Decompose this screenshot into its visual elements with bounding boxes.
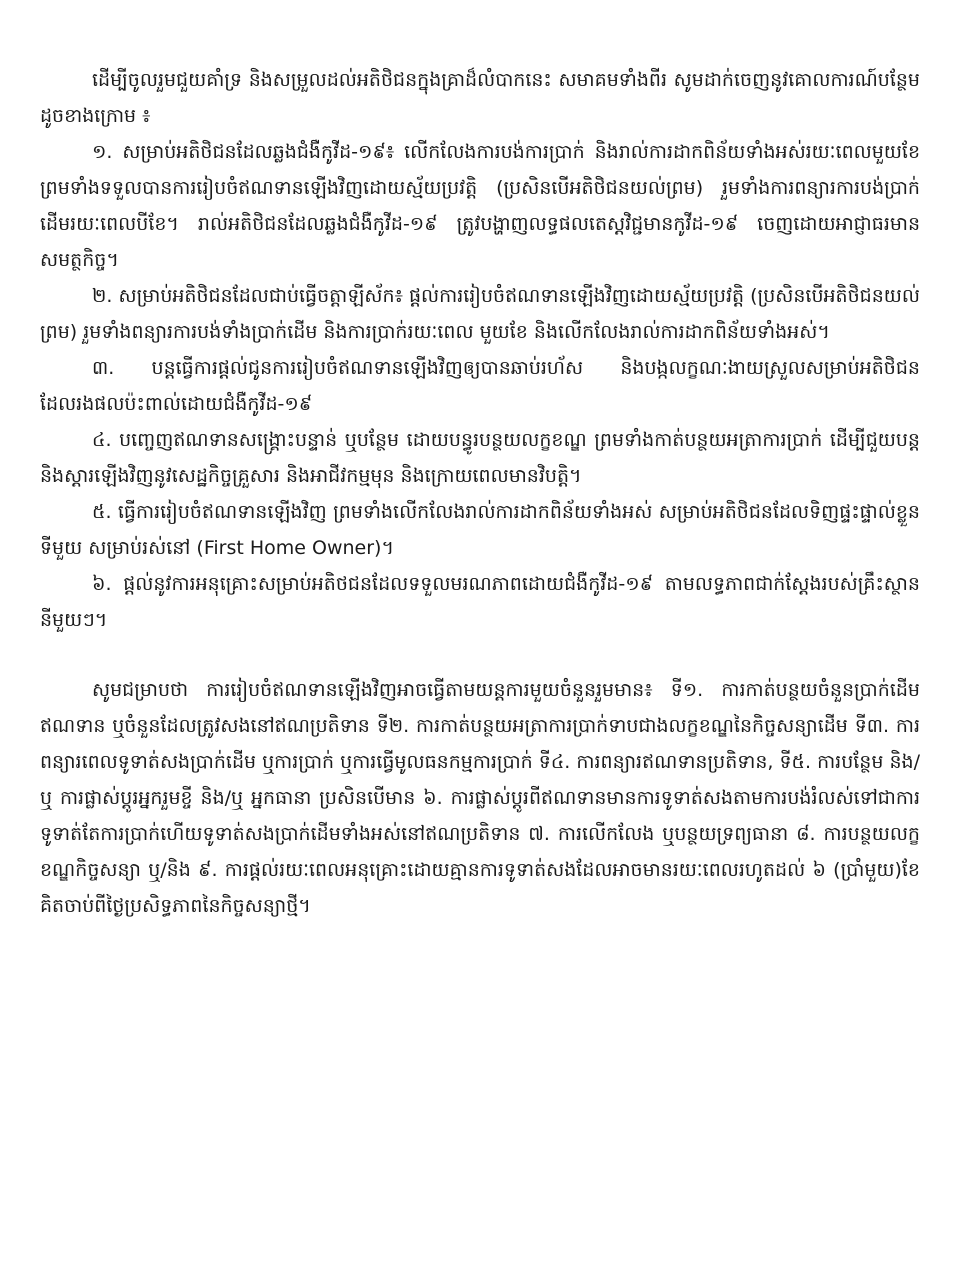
policy-item-6: ៦. ផ្តល់នូវការអនុគ្រោះសម្រាប់អតិថជនដែលទទួលមរណភាពដោយជំងឺកូវីដ-១៩ តាមលទ្ធភាពជាក់ស្តែងរបស់គ្រឹះស្ថាននីមួយៗ។ xyxy=(40,573,920,631)
document-body xyxy=(40,62,920,924)
paragraph-spacer xyxy=(40,638,920,672)
policy-item-3: ៣. បន្តធ្វើការផ្តល់ជូនការរៀបចំឥណទានឡើងវិញឲ្យបានឆាប់រហ័ស និងបង្កលក្ខណៈងាយស្រួលសម្រាប់អតិថិជនដែលរងផលប៉ះពាល់ដោយជំងឺកូវីដ-១៩ xyxy=(40,357,920,415)
policy-item-1: ១. សម្រាប់អតិថិជនដែលឆ្លងជំងឺកូវីដ-១៩៖ លើកលែងការបង់ការប្រាក់ និងរាល់ការដាកពិន័យទាំងអស់រយៈពេលមួយខែ ព្រមទាំងទទួលបានការរៀបចំឥណទានឡើងវិញដោយស្ម័យប្រវត្តិ (ប្រសិនបើអតិថិជនយល់ព្រម) រួមទាំងការពន្យារការបង់ប្រាក់ដើមរយៈពេលបីខែ។ រាល់អតិថិជនដែលឆ្លងជំងឺកូវីដ-១៩ ត្រូវបង្ហាញលទ្ធផលតេស្តវិជ្ជមានកូវីដ-១៩ ចេញដោយអាជ្ញាធរមានសមត្ថកិច្ច។ xyxy=(40,141,920,271)
policy-item-4: ៤. បញ្ចេញឥណទានសង្គ្រោះបន្ទាន់ ឬបន្ថែម ដោយបន្ធូរបន្ថយលក្ខខណ្ឌ ព្រមទាំងកាត់បន្ថយអត្រាការប្រាក់ ដើម្បីជួយបន្ត និងស្តារឡើងវិញនូវសេដ្ឋកិច្ចគ្រួសារ និងអាជីវកម្មមុន និងក្រោយពេលមានវិបត្តិ។ xyxy=(40,429,920,487)
policy-item-2: ២. សម្រាប់អតិថិជនដែលជាប់ធ្វើចត្តាឡីស័ក៖ ផ្តល់ការរៀបចំឥណទានឡើងវិញដោយស្ម័យប្រវត្តិ (ប្រសិនបើអតិថិជនយល់ព្រម) រួមទាំងពន្យារការបង់ទាំងប្រាក់ដើម និងការប្រាក់រយៈពេល មួយខែ និងលើកលែងរាល់ការដាកពិន័យទាំងអស់។ xyxy=(40,285,920,343)
policy-item-5: ៥. ធ្វើការរៀបចំឥណទានឡើងវិញ ព្រមទាំងលើកលែងរាល់ការដាកពិន័យទាំងអស់ សម្រាប់អតិថិជនដែលទិញផ្ទះផ្ទាល់ខ្លួនទីមួយ សម្រាប់រស់នៅ (First Home Owner)។ xyxy=(40,501,920,559)
closing-paragraph: សូមជម្រាបថា ការរៀបចំឥណទានឡើងវិញអាចធ្វើតាមយន្តការមួយចំនួនរួមមាន៖ ទី១. ការកាត់បន្ថយចំនួនប្រាក់ដើមឥណទាន ឬចំនួនដែលត្រូវសងនៅឥណប្រតិទាន ទី២. ការកាត់បន្ថយអត្រាការប្រាក់ទាបជាងលក្ខខណ្ឌនៃកិច្ចសន្យាដើម ទី៣. ការពន្យារពេលទូទាត់សងប្រាក់ដើម ឬការប្រាក់ ឬការធ្វើមូលធនកម្មការប្រាក់ ទី៤. ការពន្យារឥណទានប្រតិទាន, ទី៥. ការបន្ថែម និង/ឬ ការផ្លាស់ប្តូរអ្នករួមខ្ចី និង/ឬ អ្នកធានា ប្រសិនបើមាន ៦. ការផ្លាស់ប្តូរពីឥណទានមានការទូទាត់សងតាមការបង់រំលស់ទៅជាការទូទាត់តែការប្រាក់ហើយទូទាត់សងប្រាក់ដើមទាំងអស់នៅឥណប្រតិទាន ៧. ការលើកលែង ឬបន្ថយទ្រព្យធានា ៨. ការបន្ថយលក្ខខណ្ឌកិច្ចសន្យា ឬ/និង ៩. ការផ្តល់រយៈពេលអនុគ្រោះដោយគ្មានការទូទាត់សងដែលអាចមានរយៈពេលរហូតដល់ ៦ (ប្រាំមួយ)ខែ គិតចាប់ពីថ្ងៃប្រសិទ្ធភាពនៃកិច្ចសន្យាថ្មី។ xyxy=(40,679,920,917)
intro-paragraph: ដើម្បីចូលរួមជួយគាំទ្រ និងសម្រួលដល់អតិថិជនក្នុងគ្រាដ៏លំបាកនេះ សមាគមទាំងពីរ សូមដាក់ចេញនូវគោលការណ៍បន្ថែមដូចខាងក្រោម ៖ xyxy=(40,69,920,127)
